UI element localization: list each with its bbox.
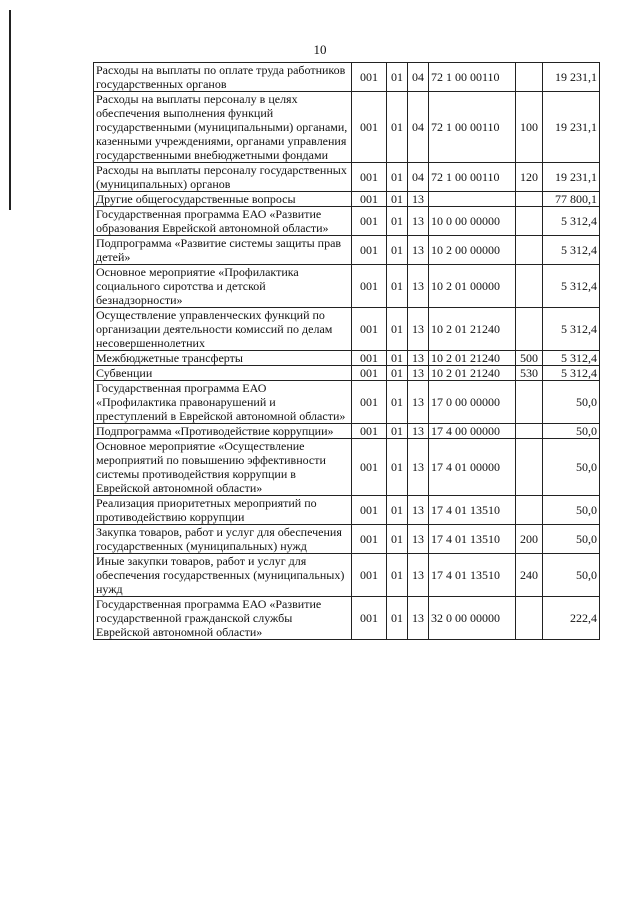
row-section-code: 01 <box>387 92 408 163</box>
row-expense-type: 120 <box>516 163 543 192</box>
row-subsection-code: 13 <box>408 554 429 597</box>
row-section-code: 01 <box>387 597 408 640</box>
page-number: 10 <box>313 42 327 57</box>
row-expense-type <box>516 265 543 308</box>
row-sum: 222,4 <box>543 597 600 640</box>
row-sum: 5 312,4 <box>543 308 600 351</box>
row-expense-type <box>516 308 543 351</box>
row-section-code: 01 <box>387 439 408 496</box>
row-sum: 50,0 <box>543 525 600 554</box>
row-section-code: 01 <box>387 496 408 525</box>
row-sum: 50,0 <box>543 554 600 597</box>
row-sum: 50,0 <box>543 424 600 439</box>
row-name: Осуществление управленческих функций по организации деятельности комиссий по делам несовершеннолетних <box>94 308 352 351</box>
row-subsection-code: 13 <box>408 265 429 308</box>
table-row <box>94 351 600 366</box>
row-target-article: 32 0 00 00000 <box>429 597 516 640</box>
row-name: Подпрограмма «Развитие системы защиты прав детей» <box>94 236 352 265</box>
row-sum: 19 231,1 <box>543 163 600 192</box>
row-ved-code: 001 <box>352 439 387 496</box>
row-section-code: 01 <box>387 63 408 92</box>
table-row <box>94 207 600 236</box>
row-expense-type: 200 <box>516 525 543 554</box>
table-row <box>94 236 600 265</box>
row-subsection-code: 13 <box>408 192 429 207</box>
row-target-article: 17 4 01 13510 <box>429 496 516 525</box>
row-sum: 5 312,4 <box>543 351 600 366</box>
row-subsection-code: 13 <box>408 351 429 366</box>
row-ved-code: 001 <box>352 236 387 265</box>
row-expense-type <box>516 207 543 236</box>
row-section-code: 01 <box>387 381 408 424</box>
row-target-article: 72 1 00 00110 <box>429 63 516 92</box>
table-row <box>94 439 600 496</box>
row-section-code: 01 <box>387 554 408 597</box>
row-target-article: 17 4 01 13510 <box>429 525 516 554</box>
row-ved-code: 001 <box>352 207 387 236</box>
row-target-article: 72 1 00 00110 <box>429 163 516 192</box>
row-sum: 50,0 <box>543 381 600 424</box>
row-name: Государственная программа ЕАО «Развитие образования Еврейской автономной области» <box>94 207 352 236</box>
table-row <box>94 381 600 424</box>
budget-table <box>93 62 600 640</box>
table-row <box>94 366 600 381</box>
row-section-code: 01 <box>387 351 408 366</box>
row-name: Расходы на выплаты персоналу в целях обеспечения выполнения функций государственными (муниципальными) органами, казенными учреждениями, органами управления государственными внебюджетными фондами <box>94 92 352 163</box>
row-expense-type <box>516 424 543 439</box>
row-sum: 19 231,1 <box>543 92 600 163</box>
row-name: Межбюджетные трансферты <box>94 351 352 366</box>
row-ved-code: 001 <box>352 63 387 92</box>
table-row <box>94 265 600 308</box>
row-ved-code: 001 <box>352 496 387 525</box>
row-ved-code: 001 <box>352 265 387 308</box>
row-expense-type <box>516 236 543 265</box>
row-ved-code: 001 <box>352 163 387 192</box>
row-ved-code: 001 <box>352 554 387 597</box>
row-expense-type <box>516 496 543 525</box>
row-target-article: 72 1 00 00110 <box>429 92 516 163</box>
row-ved-code: 001 <box>352 92 387 163</box>
table-row <box>94 554 600 597</box>
row-ved-code: 001 <box>352 308 387 351</box>
budget-table-body <box>94 63 600 640</box>
row-subsection-code: 13 <box>408 308 429 351</box>
row-name: Подпрограмма «Противодействие коррупции» <box>94 424 352 439</box>
row-expense-type <box>516 597 543 640</box>
row-subsection-code: 04 <box>408 163 429 192</box>
row-subsection-code: 13 <box>408 207 429 236</box>
row-target-article: 10 2 00 00000 <box>429 236 516 265</box>
row-target-article: 17 0 00 00000 <box>429 381 516 424</box>
row-target-article: 10 2 01 21240 <box>429 308 516 351</box>
row-section-code: 01 <box>387 236 408 265</box>
row-subsection-code: 04 <box>408 92 429 163</box>
row-section-code: 01 <box>387 424 408 439</box>
row-name: Другие общегосударственные вопросы <box>94 192 352 207</box>
row-section-code: 01 <box>387 192 408 207</box>
row-expense-type: 240 <box>516 554 543 597</box>
row-expense-type <box>516 192 543 207</box>
row-ved-code: 001 <box>352 351 387 366</box>
row-ved-code: 001 <box>352 424 387 439</box>
row-expense-type <box>516 63 543 92</box>
row-subsection-code: 13 <box>408 236 429 265</box>
row-sum: 50,0 <box>543 439 600 496</box>
row-ved-code: 001 <box>352 381 387 424</box>
row-sum: 5 312,4 <box>543 236 600 265</box>
row-name: Реализация приоритетных мероприятий по противодействию коррупции <box>94 496 352 525</box>
row-target-article: 17 4 01 00000 <box>429 439 516 496</box>
row-subsection-code: 04 <box>408 63 429 92</box>
row-name: Расходы на выплаты персоналу государственных (муниципальных) органов <box>94 163 352 192</box>
row-expense-type <box>516 439 543 496</box>
row-expense-type: 100 <box>516 92 543 163</box>
row-subsection-code: 13 <box>408 597 429 640</box>
margin-line <box>9 10 11 210</box>
row-target-article: 10 2 01 21240 <box>429 351 516 366</box>
row-expense-type: 530 <box>516 366 543 381</box>
row-target-article: 10 2 01 21240 <box>429 366 516 381</box>
row-ved-code: 001 <box>352 597 387 640</box>
row-subsection-code: 13 <box>408 366 429 381</box>
row-subsection-code: 13 <box>408 496 429 525</box>
row-name: Основное мероприятие «Осуществление мероприятий по повышению эффективности системы противодействия коррупции в Еврейской автономной области» <box>94 439 352 496</box>
row-subsection-code: 13 <box>408 424 429 439</box>
table-row <box>94 597 600 640</box>
row-ved-code: 001 <box>352 192 387 207</box>
table-row <box>94 192 600 207</box>
table-row <box>94 525 600 554</box>
row-sum: 5 312,4 <box>543 265 600 308</box>
table-row <box>94 308 600 351</box>
table-row <box>94 163 600 192</box>
row-expense-type: 500 <box>516 351 543 366</box>
row-target-article: 10 2 01 00000 <box>429 265 516 308</box>
table-row <box>94 496 600 525</box>
row-subsection-code: 13 <box>408 439 429 496</box>
row-target-article: 17 4 01 13510 <box>429 554 516 597</box>
row-section-code: 01 <box>387 265 408 308</box>
row-sum: 50,0 <box>543 496 600 525</box>
row-target-article: 17 4 00 00000 <box>429 424 516 439</box>
row-section-code: 01 <box>387 308 408 351</box>
row-name: Государственная программа ЕАО «Профилактика правонарушений и преступлений в Еврейской автономной области» <box>94 381 352 424</box>
row-ved-code: 001 <box>352 525 387 554</box>
row-expense-type <box>516 381 543 424</box>
row-name: Закупка товаров, работ и услуг для обеспечения государственных (муниципальных) нужд <box>94 525 352 554</box>
row-ved-code: 001 <box>352 366 387 381</box>
row-section-code: 01 <box>387 207 408 236</box>
row-sum: 5 312,4 <box>543 207 600 236</box>
row-target-article <box>429 192 516 207</box>
row-name: Основное мероприятие «Профилактика социального сиротства и детской безнадзорности» <box>94 265 352 308</box>
row-sum: 19 231,1 <box>543 63 600 92</box>
row-name: Расходы на выплаты по оплате труда работников государственных органов <box>94 63 352 92</box>
row-name: Субвенции <box>94 366 352 381</box>
table-row <box>94 63 600 92</box>
row-subsection-code: 13 <box>408 525 429 554</box>
row-target-article: 10 0 00 00000 <box>429 207 516 236</box>
row-name: Государственная программа ЕАО «Развитие государственной гражданской службы Еврейской автономной области» <box>94 597 352 640</box>
row-subsection-code: 13 <box>408 381 429 424</box>
row-section-code: 01 <box>387 366 408 381</box>
row-name: Иные закупки товаров, работ и услуг для обеспечения государственных (муниципальных) нужд <box>94 554 352 597</box>
table-row <box>94 424 600 439</box>
row-section-code: 01 <box>387 525 408 554</box>
row-section-code: 01 <box>387 163 408 192</box>
table-row <box>94 92 600 163</box>
row-sum: 5 312,4 <box>543 366 600 381</box>
row-sum: 77 800,1 <box>543 192 600 207</box>
